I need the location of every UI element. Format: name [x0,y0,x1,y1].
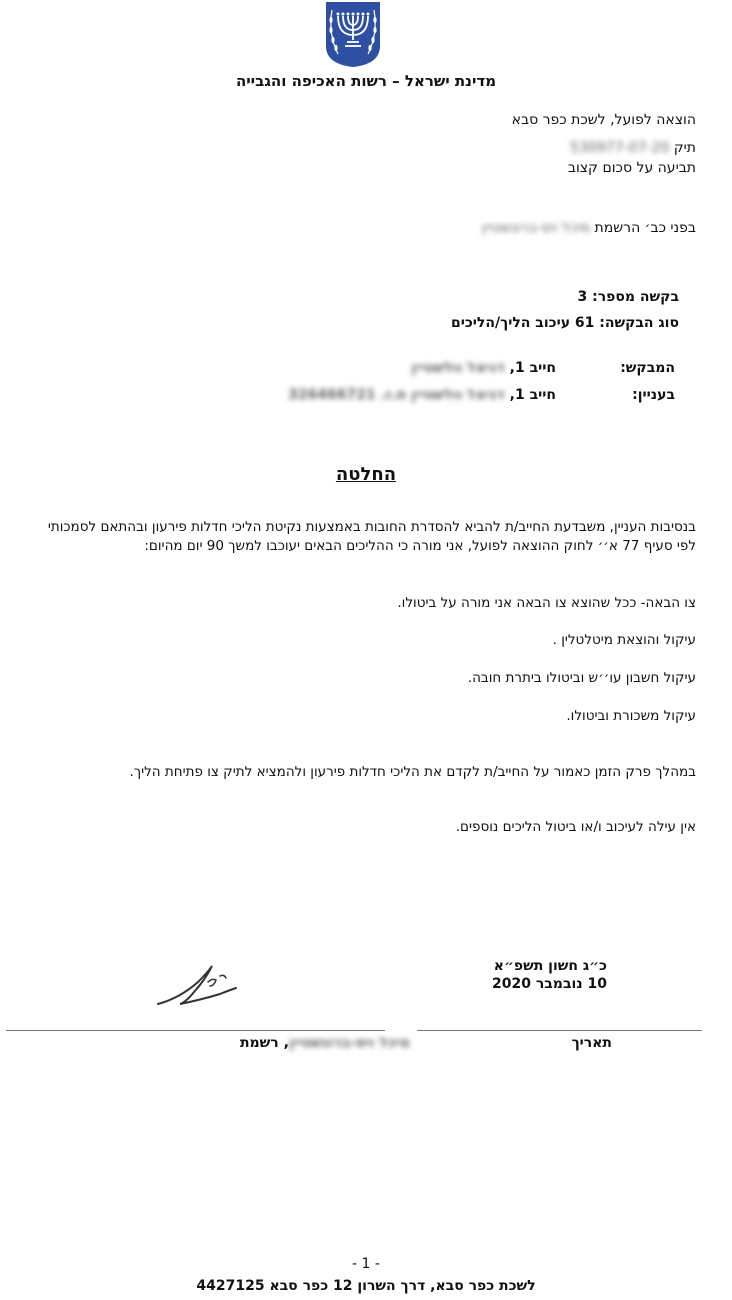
registrar-line [482,219,696,238]
page-number: - 1 - [352,1256,380,1272]
file-number: 530977-07-20 [570,140,670,156]
signature-line [6,1030,385,1031]
request-type-value: 61 עיכוב הליך/הליכים [451,315,595,331]
request-type-label: סוג הבקשה: [599,315,679,331]
signature-caption: מיכל ויס-ברונשטיין, רשמת [239,1035,410,1051]
decision-title: החלטה [335,464,397,485]
file-label: תיק [673,140,696,156]
gregorian-date: 10 נובמבר 2020 [492,976,607,992]
request-type [451,314,679,333]
registrar-prefix: בפני כב׳ הרשמת [594,220,696,236]
decision-item: עיקול חשבון עו׳׳ש וביטולו ביתרת חובה. [467,670,696,686]
request-number [578,288,679,307]
applicant-value [411,359,556,378]
matter-label: בעניין: [632,387,675,403]
registrar-name: מיכל ויס-ברונשטיין [482,220,591,236]
request-number-label: בקשה מספר: [592,289,679,305]
signer-name: מיכל ויס-ברונשטיין [288,1035,410,1051]
claim-type: תביעה על סכום קצוב [567,160,696,176]
decision-intro: בנסיבות העניין, משבדעת החייב/ת להביא להסדרת החובות באמצעות נקיטת הליכי חדלות פירעון ובהתאם לסמכותי לפי סעיף 77 א׳׳ לחוק ההוצאה לפועל, אני מורה כי ההליכים הבאים יעוכבו למשך 90 יום מהיום: [47,519,696,554]
decision-item: צו הבאה- ככל שהוצא צו הבאה אני מורה על ביטולו. [397,595,696,611]
file-line [570,139,696,158]
matter-type: חייב 1, [509,387,556,403]
matter-name: דניאל וולשטיין ת.ז. 326466721 [288,387,505,403]
applicant-label: המבקש: [620,360,675,376]
decision-item: עיקול והוצאת מיטלטלין . [552,632,696,648]
hebrew-date: כ״ג חשון תשפ״א [493,958,607,974]
decision-paragraph: במהלך פרק הזמן כאמור על החייב/ת לקדם את הליכי חדלות פירעון ולהמציא לתיק צו פתיחת הליך. [129,764,696,780]
decision-paragraph: אין עילה לעיכוב ו/או ביטול הליכים נוספים. [455,819,696,835]
applicant-type: חייב 1, [509,360,556,376]
state-emblem-icon [322,0,384,68]
signer-role: רשמת [239,1035,279,1051]
decision-item: עיקול משכורת וביטולו. [566,708,696,724]
applicant-name: דניאל וולשטיין [411,360,505,376]
date-line [417,1030,702,1031]
office-line: הוצאה לפועל, לשכת כפר סבא [511,112,696,128]
date-caption: תאריך [571,1035,612,1051]
request-number-value: 3 [577,289,588,305]
matter-value [288,386,556,405]
office-address: לשכת כפר סבא, דרך השרון 12 כפר סבא 4427125 [196,1278,536,1294]
agency-header: מדינת ישראל – רשות האכיפה והגבייה [235,72,497,90]
handwritten-signature [150,958,240,1014]
